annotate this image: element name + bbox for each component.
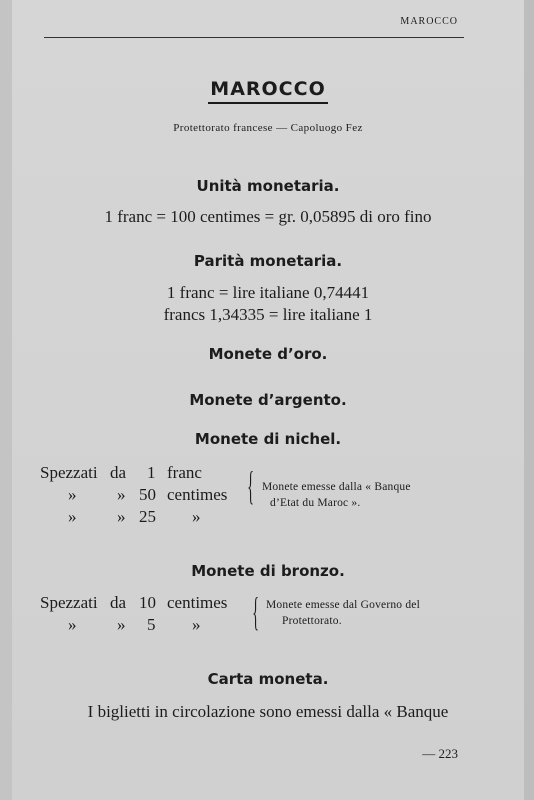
cell-value: 50 bbox=[139, 485, 156, 504]
carta-heading: Carta moneta. bbox=[207, 670, 329, 688]
parita-line-2: francs 1,34335 = lire italiane 1 bbox=[163, 305, 373, 324]
page-title bbox=[12, 78, 524, 100]
nichel-group bbox=[40, 462, 500, 532]
page-number: — 223 bbox=[422, 746, 458, 761]
unita-line: 1 franc = 100 centimes = gr. 0,05895 di oro fino bbox=[104, 207, 432, 226]
page-edge-right bbox=[524, 0, 534, 800]
bronzo-note bbox=[266, 597, 420, 629]
cell-value: 1 bbox=[147, 463, 156, 482]
cell-da: da bbox=[110, 593, 127, 612]
page-title-text: MAROCCO bbox=[208, 78, 327, 104]
page-subtitle: Protettorato francese — Capoluogo Fez bbox=[173, 122, 363, 134]
bronzo-group bbox=[40, 589, 500, 642]
brace: { bbox=[247, 463, 254, 508]
bronzo-note-line-1: Monete emesse dal Governo del bbox=[266, 599, 420, 611]
cell-value: 10 bbox=[139, 593, 156, 612]
page-edge-left bbox=[0, 0, 12, 800]
cell-denom-label: » bbox=[68, 485, 77, 504]
cell-denom-label: Spezzati bbox=[40, 463, 98, 482]
nichel-note-line-2: d’Etat du Maroc ». bbox=[270, 497, 361, 509]
cell-denom-label: » bbox=[68, 615, 77, 634]
nichel-heading: Monete di nichel. bbox=[194, 430, 342, 448]
cell-denom-label: Spezzati bbox=[40, 593, 98, 612]
cell-da: » bbox=[117, 485, 126, 504]
cell-da: » bbox=[117, 507, 126, 526]
brace: { bbox=[252, 589, 259, 634]
cell-unit: centimes bbox=[167, 485, 228, 504]
running-head: MAROCCO bbox=[400, 16, 458, 27]
argento-heading: Monete d’argento. bbox=[189, 391, 347, 409]
cell-denom-label: » bbox=[68, 507, 77, 526]
carta-line: I biglietti in circolazione sono emessi dalla « Banque bbox=[87, 702, 449, 721]
book-page bbox=[12, 0, 524, 800]
parita-heading: Parità monetaria. bbox=[193, 252, 343, 270]
cell-unit: centimes bbox=[167, 593, 228, 612]
oro-heading: Monete d’oro. bbox=[208, 345, 328, 363]
header-rule bbox=[44, 37, 464, 38]
cell-unit: » bbox=[192, 615, 201, 634]
nichel-note bbox=[262, 479, 411, 511]
parita-line-1: 1 franc = lire italiane 0,74441 bbox=[166, 283, 370, 302]
nichel-note-line-1: Monete emesse dalla « Banque bbox=[262, 481, 411, 493]
cell-da: da bbox=[110, 463, 127, 482]
cell-unit: franc bbox=[167, 463, 202, 482]
cell-value: 25 bbox=[139, 507, 156, 526]
cell-da: » bbox=[117, 615, 126, 634]
bronzo-heading: Monete di bronzo. bbox=[191, 562, 345, 580]
cell-value: 5 bbox=[147, 615, 156, 634]
unita-heading: Unità monetaria. bbox=[196, 177, 340, 195]
cell-unit: » bbox=[192, 507, 201, 526]
bronzo-note-line-2: Protettorato. bbox=[282, 615, 342, 627]
